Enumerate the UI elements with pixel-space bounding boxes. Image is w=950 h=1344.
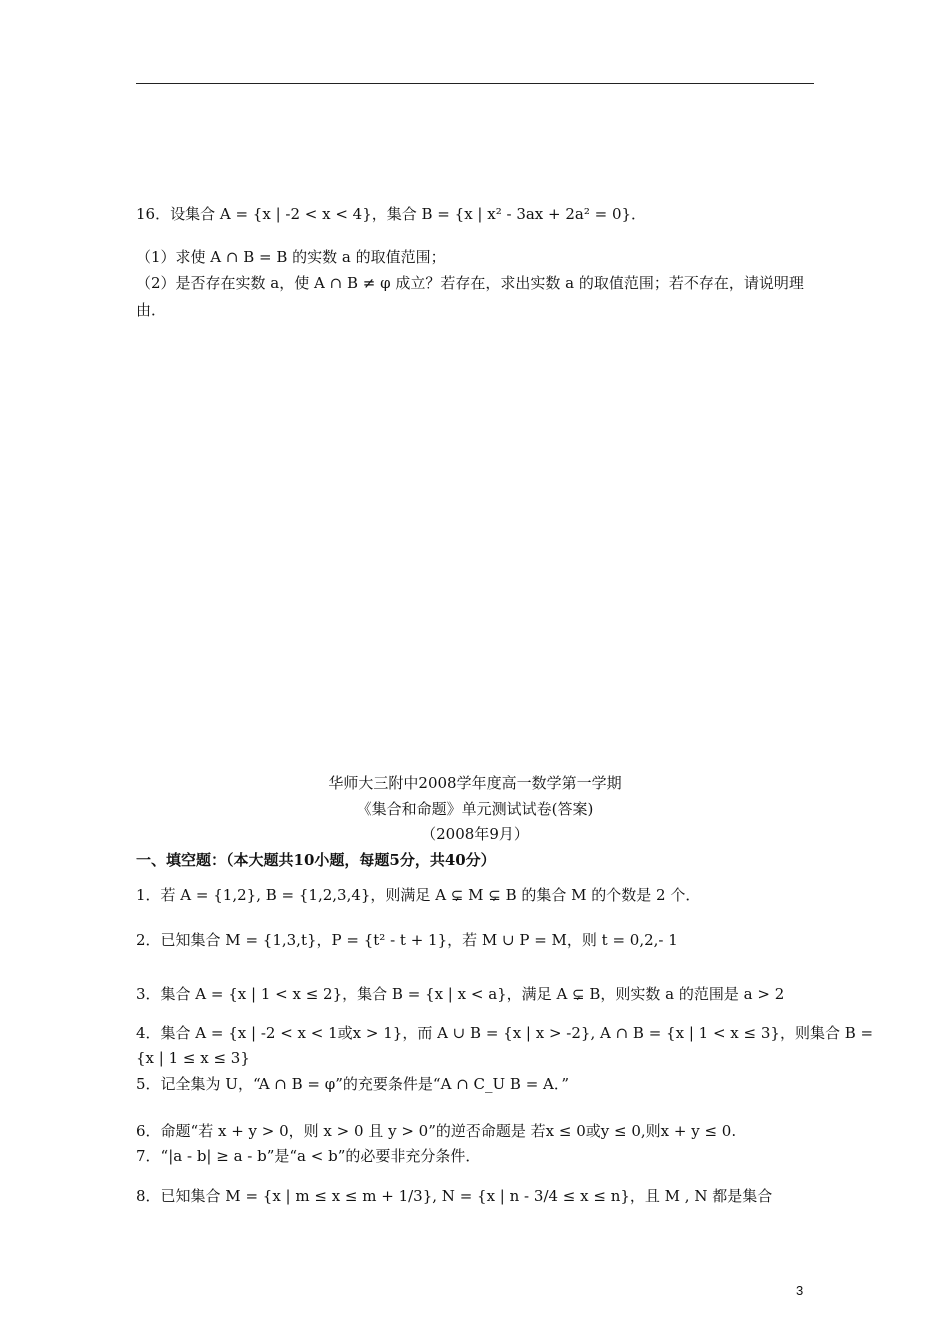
section-heading: 一、填空题：（本大题共10小题，每题5分，共40分）	[136, 851, 496, 869]
school-title: 华师大三附中2008学年度高一数学第一学期	[328, 774, 622, 792]
answer-4: 4．集合 A = {x | -2 < x < 1或x > 1}，而 A ∪ B = {x | x > -2}, A ∩ B = {x | 1 < x ≤ 3}，则集合 B =	[136, 1024, 874, 1042]
problem-16-part-2-line-2: 由．	[136, 301, 167, 319]
answer-6: 6．命题“若 x + y > 0，则 x > 0 且 y > 0”的逆否命题是 若x ≤ 0或y ≤ 0,则x + y ≤ 0.	[136, 1122, 737, 1140]
answer-4-continued: {x | 1 ≤ x ≤ 3}	[136, 1049, 250, 1067]
answer-3: 3．集合 A = {x | 1 < x ≤ 2}，集合 B = {x | x < a}，满足 A ⊊ B，则实数 a 的范围是 a > 2	[136, 985, 785, 1003]
problem-16-part-2-line-1: （2）是否存在实数 a，使 A ∩ B ≠ φ 成立？若存在，求出实数 a 的取值范围；若不存在，请说明理	[136, 274, 804, 292]
exam-title: 《集合和命题》单元测试试卷(答案)	[356, 800, 594, 818]
answer-5: 5．记全集为 U，“A ∩ B = φ”的充要条件是“A ∩ C_U B = A．”	[136, 1075, 570, 1093]
answer-7: 7．“|a - b| ≥ a - b”是“a < b”的必要非充分条件．	[136, 1147, 481, 1165]
header-rule	[136, 83, 814, 84]
answer-8: 8．已知集合 M = {x | m ≤ x ≤ m + 1/3}, N = {x | n - 3/4 ≤ x ≤ n}，且 M , N 都是集合	[136, 1187, 773, 1205]
problem-16-stem: 16．设集合 A = {x | -2 < x < 4}，集合 B = {x | x² - 3ax + 2a² = 0}．	[136, 205, 647, 223]
exam-date: （2008年9月）	[421, 825, 529, 843]
answer-2: 2．已知集合 M = {1,3,t}，P = {t² - t + 1}，若 M ∪ P = M，则 t = 0,2,- 1	[136, 931, 678, 949]
problem-16-part-1: （1）求使 A ∩ B = B 的实数 a 的取值范围；	[136, 248, 446, 266]
answer-1: 1．若 A = {1,2}, B = {1,2,3,4}，则满足 A ⊊ M ⊊ B 的集合 M 的个数是 2 个．	[136, 886, 701, 904]
page-number: 3	[796, 1283, 804, 1298]
